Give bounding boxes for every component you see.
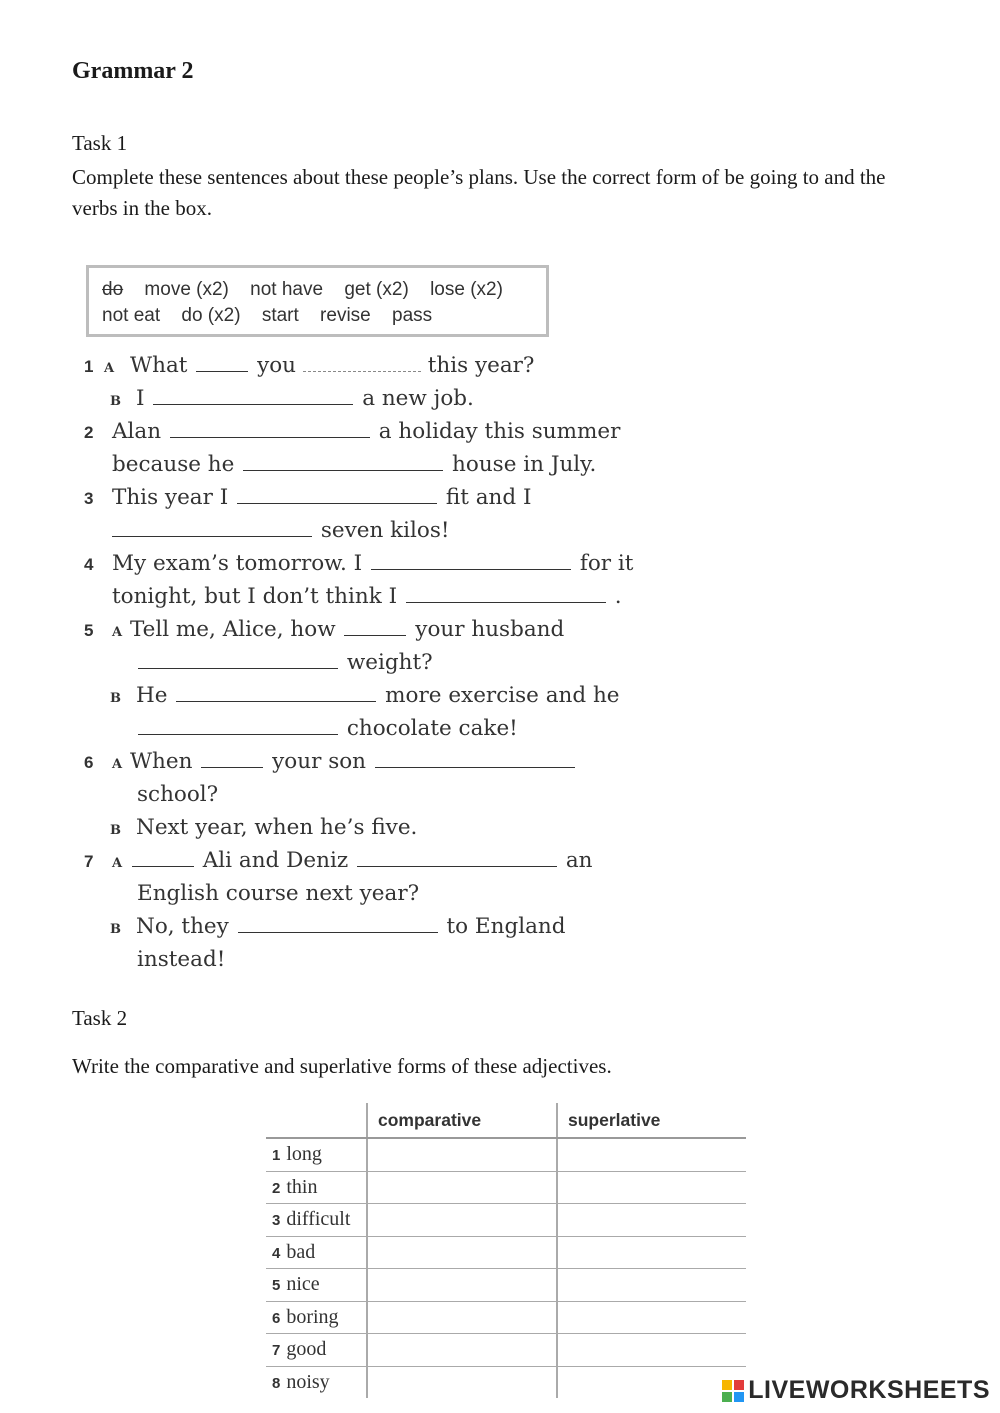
exercise-5-b-line-2: chocolate cake!: [136, 712, 518, 745]
task1-label: Task 1: [72, 131, 128, 155]
exercise-5-b-line-1: B He more exercise and he: [110, 679, 620, 715]
adjective-cell: 6 boring: [266, 1301, 367, 1334]
word-box-row-2: [102, 303, 546, 329]
logo-square: [722, 1392, 732, 1402]
answer-blank[interactable]: [176, 679, 376, 702]
superlative-answer-cell[interactable]: [557, 1269, 746, 1302]
word-box-item: not have: [250, 279, 324, 300]
word-box-row-1: [102, 277, 546, 303]
word-box-item: pass: [392, 305, 433, 326]
liveworksheets-logo: [722, 1376, 990, 1405]
exercise-7-a-line-1: 7 A Ali and Deniz an: [84, 844, 593, 880]
comparative-answer-cell[interactable]: [367, 1236, 557, 1269]
comparative-answer-cell[interactable]: [367, 1204, 557, 1237]
superlative-answer-cell[interactable]: [557, 1366, 746, 1398]
adjective-cell: 1 long: [266, 1138, 367, 1171]
superlative-answer-cell[interactable]: [557, 1236, 746, 1269]
superlative-answer-cell[interactable]: [557, 1204, 746, 1237]
answer-blank[interactable]: [371, 547, 571, 570]
adjective-cell: 4 bad: [266, 1236, 367, 1269]
adjectives-table: [266, 1103, 746, 1398]
table-row: [266, 1204, 746, 1237]
table-row: [266, 1334, 746, 1367]
exercise-7-a-line-2: English course next year?: [137, 881, 420, 906]
task1-instructions: Complete these sentences about these people’s plans. Use the correct form of be going to and the verbs in the box.: [72, 165, 886, 220]
table-row: [266, 1138, 746, 1171]
answer-blank[interactable]: [375, 745, 575, 768]
answer-blank[interactable]: [138, 646, 338, 669]
adjective-cell: 8 noisy: [272, 1370, 330, 1393]
answer-blank[interactable]: [344, 613, 406, 636]
word-box: [86, 265, 549, 337]
word-box-item: start: [261, 305, 299, 326]
answer-blank[interactable]: [303, 349, 421, 372]
superlative-answer-cell[interactable]: [557, 1334, 746, 1367]
table-row: [266, 1171, 746, 1204]
answer-blank[interactable]: [153, 382, 353, 405]
adjective-cell: 2 thin: [266, 1171, 367, 1204]
word-box-item: do: [102, 279, 124, 300]
header-superlative: superlative: [557, 1103, 746, 1138]
comparative-answer-cell[interactable]: [367, 1269, 557, 1302]
table-row: [266, 1366, 746, 1398]
word-box-item: move (x2): [144, 279, 229, 300]
logo-text: LIVEWORKSHEETS: [748, 1376, 990, 1404]
adjective-cell: 5 nice: [266, 1269, 367, 1302]
logo-square: [734, 1392, 744, 1402]
exercise-4-line-2: tonight, but I don’t think I .: [112, 580, 622, 613]
exercise-1-b: B I a new job.: [110, 382, 474, 418]
exercise-5-a-line-1: 5 A Tell me, Alice, how your husband: [84, 613, 564, 649]
superlative-answer-cell[interactable]: [557, 1301, 746, 1334]
superlative-answer-cell[interactable]: [557, 1138, 746, 1171]
comparative-answer-cell[interactable]: [367, 1334, 557, 1367]
superlative-answer-cell[interactable]: [557, 1171, 746, 1204]
answer-blank[interactable]: [138, 712, 338, 735]
answer-blank[interactable]: [237, 481, 437, 504]
word-box-item: revise: [320, 305, 371, 326]
exercise-4-line-1: 4 My exam’s tomorrow. I for it: [84, 547, 633, 581]
logo-square: [734, 1380, 744, 1390]
comparative-answer-cell[interactable]: [367, 1138, 557, 1171]
exercise-7-b-line-1: B No, they to England: [110, 910, 566, 946]
answer-blank[interactable]: [243, 448, 443, 471]
exercise-6-a-line-1: 6 A When your son: [84, 745, 577, 781]
answer-blank[interactable]: [201, 745, 263, 768]
comparative-answer-cell[interactable]: [367, 1301, 557, 1334]
table-row: [266, 1236, 746, 1269]
task2-instructions: Write the comparative and superlative forms of these adjectives.: [72, 1054, 612, 1078]
answer-blank[interactable]: [406, 580, 606, 603]
task2-label: Task 2: [72, 1006, 128, 1030]
word-box-item: not eat: [102, 305, 161, 326]
exercise-6-a-line-2: school?: [137, 782, 219, 807]
exercise-3-line-1: 3 This year I fit and I: [84, 481, 532, 515]
table-row: [266, 1269, 746, 1302]
page-title: Grammar 2: [72, 58, 194, 84]
exercise-2-line-2: because he house in July.: [112, 448, 596, 481]
exercise-5-a-line-2: weight?: [136, 646, 433, 679]
logo-square: [722, 1380, 732, 1390]
exercise-2-line-1: 2 Alan a holiday this summer: [84, 415, 620, 449]
comparative-answer-cell[interactable]: [367, 1171, 557, 1204]
comparative-answer-cell[interactable]: [367, 1366, 557, 1398]
word-box-item: do (x2): [181, 305, 241, 326]
answer-blank[interactable]: [112, 514, 312, 537]
answer-blank[interactable]: [238, 910, 438, 933]
table-header-row: [266, 1103, 746, 1138]
exercise-6-b: B Next year, when he’s five.: [110, 815, 418, 840]
answer-blank[interactable]: [196, 349, 248, 372]
exercise-3-line-2: seven kilos!: [110, 514, 450, 547]
answer-blank[interactable]: [357, 844, 557, 867]
answer-blank[interactable]: [132, 844, 194, 867]
exercise-7-b-line-2: instead!: [137, 947, 226, 972]
header-comparative: comparative: [367, 1103, 557, 1138]
logo-mark-icon: [722, 1380, 744, 1402]
exercise-1-a: 1 A What you this year?: [84, 349, 534, 385]
table-row: [266, 1301, 746, 1334]
table-header-empty: [266, 1103, 367, 1138]
answer-blank[interactable]: [170, 415, 370, 438]
word-box-item: lose (x2): [430, 279, 503, 300]
adjective-cell: 7 good: [266, 1334, 367, 1367]
adjective-cell: 3 difficult: [266, 1204, 367, 1237]
word-box-item: get (x2): [344, 279, 409, 300]
